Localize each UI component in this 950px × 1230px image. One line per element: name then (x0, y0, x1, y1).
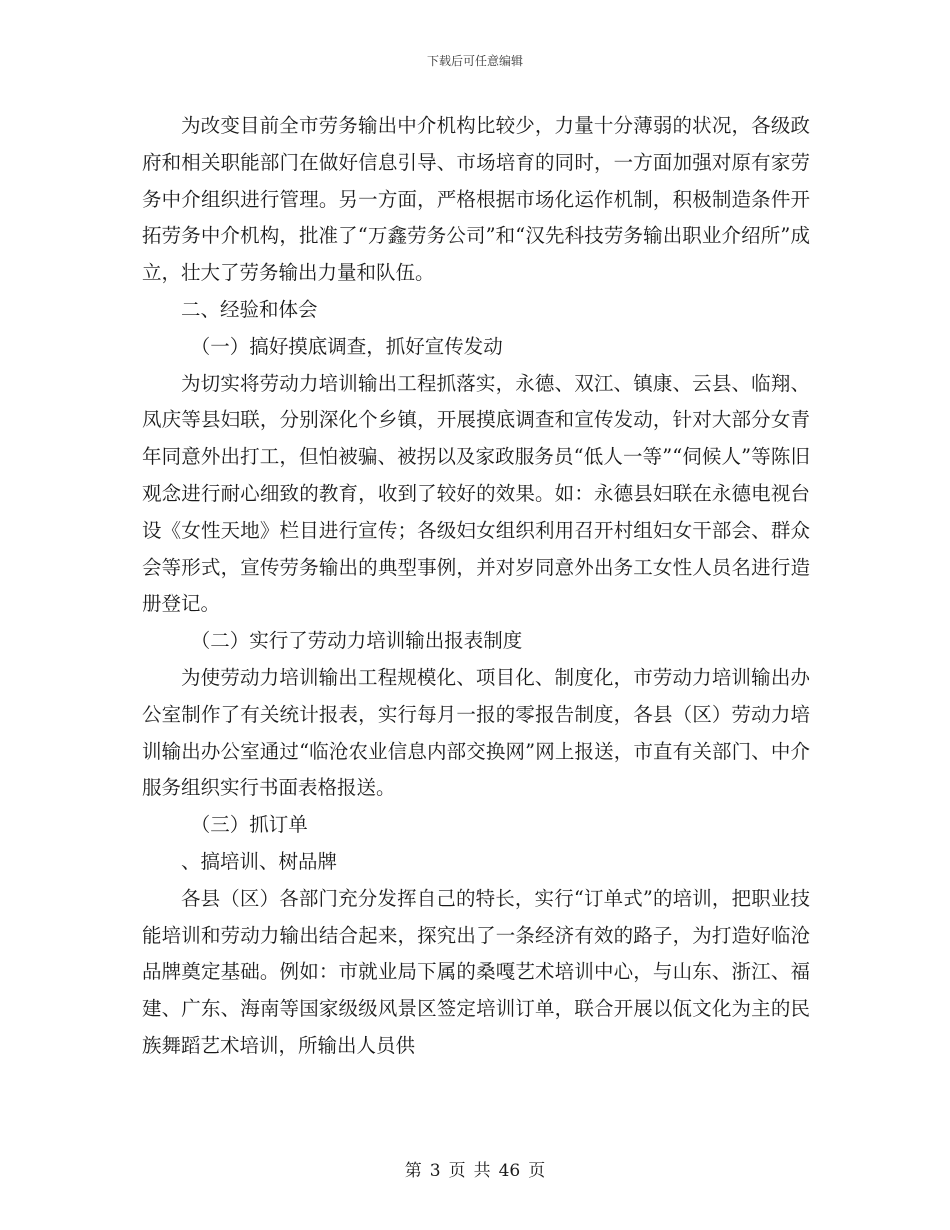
total-pages: 46 (498, 1161, 521, 1181)
subsection-heading: （一）搞好摸底调查，抓好宣传发动 (190, 334, 503, 358)
section-heading: 二、经验和体会 (181, 297, 318, 321)
footer-prefix: 第 (404, 1161, 422, 1181)
paragraph: 、搞培训、树品牌 (181, 849, 338, 873)
footer-suffix: 页 (528, 1161, 546, 1181)
paragraph: 各县（区）各部门充分发挥自己的特长，实行“订单式”的培训，把职业技能培训和劳动力输出结合起来，探究出了一条经济有效的路子，为打造好临沧品牌奠定基础。例如：市就业局下属的桑嘎艺术培训中心，与山东、浙江、福建、广东、海南等国家级级风景区签定培训订单，联合开展以佤文化为主的民族舞蹈艺术培训，所输出人员供 (142, 886, 810, 1057)
page-footer (0, 1156, 950, 1181)
footer-total-label: 共 (473, 1161, 491, 1181)
subsection-heading: （二）实行了劳动力培训输出报表制度 (190, 629, 523, 653)
paragraph: 为改变目前全市劳务输出中介机构比较少，力量十分薄弱的状况，各级政府和相关职能部门在做好信息引导、市场培育的同时，一方面加强对原有家劳务中介组织进行管理。另一方面，严格根据市场化运作机制，积极制造条件开拓劳务中介机构，批准了“万鑫劳务公司”和“汉先科技劳务输出职业介绍所”成立，壮大了劳务输出力量和队伍。 (142, 114, 810, 285)
page-header: 下载后可任意编辑 (426, 54, 523, 68)
paragraph: 为使劳动力培训输出工程规模化、项目化、制度化，市劳动力培训输出办公室制作了有关统计报表，实行每月一报的零报告制度，各县（区）劳动力培训输出办公室通过“临沧农业信息内部交换网”网上报送，市直有关部门、中介服务组织实行书面表格报送。 (142, 665, 810, 800)
footer-mid: 页 (448, 1161, 466, 1181)
document-body (142, 108, 810, 1065)
subsection-heading: （三）抓订单 (190, 813, 308, 837)
paragraph: 为切实将劳动力培训输出工程抓落实，永德、双江、镇康、云县、临翔、凤庆等县妇联，分别深化个乡镇，开展摸底调查和宣传发动，针对大部分女青年同意外出打工，但怕被骗、被拐以及家政服务员“低人一等”“伺候人”等陈旧观念进行耐心细致的教育，收到了较好的效果。如：永德县妇联在永德电视台设《女性天地》栏目进行宣传；各级妇女组织利用召开村组妇女干部会、群众会等形式，宣传劳务输出的典型事例，并对岁同意外出务工女性人员名进行造册登记。 (142, 371, 810, 616)
page-number: 3 (429, 1161, 441, 1181)
